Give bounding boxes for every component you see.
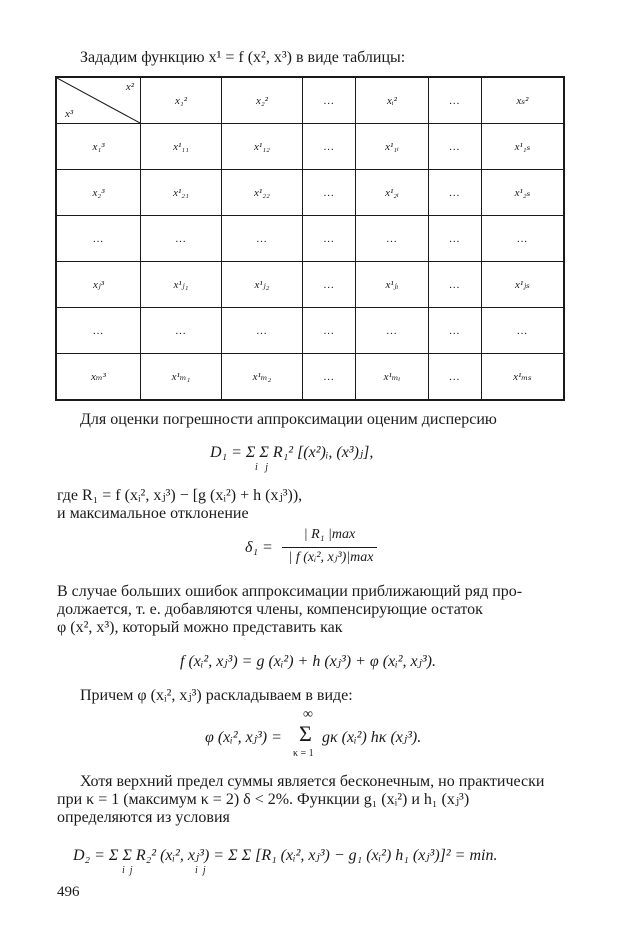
table-cell: … <box>302 124 355 170</box>
header-cell: … <box>302 77 355 124</box>
value-table <box>55 76 565 401</box>
table-cell: … <box>302 308 355 354</box>
table-cell: x₁³ <box>56 124 141 170</box>
table-cell: … <box>302 170 355 216</box>
table-cell: … <box>56 216 141 262</box>
paragraph-upper-limit-1: Хотя верхний предел суммы является бесконечным, но практически <box>80 773 545 790</box>
table-cell: x¹ⱼᵢ <box>356 262 428 308</box>
table-cell: x¹ⱼₛ <box>481 262 564 308</box>
intro-text: Зададим функцию x¹ = f (x², x³) в виде таблицы: <box>80 49 406 66</box>
equation-d1: D₁ = Σ Σ R₁² [(x²)ᵢ, (x³)ⱼ], <box>210 444 374 461</box>
table-row <box>56 262 564 308</box>
header-cell: x₂² <box>221 77 302 124</box>
table-cell: … <box>428 308 481 354</box>
fraction-bar <box>282 547 377 548</box>
table-cell: x¹₁₂ <box>221 124 302 170</box>
table-cell: x¹ₘ₂ <box>221 354 302 401</box>
equation-f-decomposition: f (xᵢ², xⱼ³) = g (xᵢ²) + h (xⱼ³) + φ (xᵢ², xⱼ³). <box>180 653 436 670</box>
equation-delta1-numerator: | R₁ |max <box>303 527 356 542</box>
table-row <box>56 216 564 262</box>
equation-phi-lhs: φ (xᵢ², xⱼ³) = <box>205 729 282 746</box>
equation-d2-indices: i j i j <box>122 865 206 876</box>
header-cell: xᵢ² <box>356 77 428 124</box>
table-cell: x¹ₘₛ <box>481 354 564 401</box>
table-cell: … <box>428 124 481 170</box>
equation-d2: D₂ = Σ Σ R₂² (xᵢ², xⱼ³) = Σ Σ [R₁ (xᵢ², xⱼ³) − g₁ (xᵢ²) h₁ (xⱼ³)]² = min. <box>73 847 498 864</box>
header-cell: xₛ² <box>481 77 564 124</box>
table-cell: x¹₁₁ <box>141 124 222 170</box>
table-row <box>56 170 564 216</box>
table-cell: x¹₁ₛ <box>481 124 564 170</box>
table-cell: x¹ₘ₁ <box>141 354 222 401</box>
paragraph-upper-limit-2: при κ = 1 (максимум κ = 2) δ < 2%. Функции g₁ (xᵢ²) и h₁ (xⱼ³) <box>57 791 470 808</box>
table-cell: … <box>302 216 355 262</box>
equation-d1-indices: i j <box>255 462 269 473</box>
paragraph-r1-definition: где R₁ = f (xᵢ², xⱼ³) − [g (xᵢ²) + h (xⱼ³)), <box>57 487 303 504</box>
equation-phi-rhs: gκ (xᵢ²) hκ (xⱼ³). <box>322 729 422 746</box>
table-cell: … <box>481 216 564 262</box>
paragraph-large-errors-2: должается, т. е. добавляются члены, компенсирующие остаток <box>57 601 483 618</box>
table-cell: … <box>56 308 141 354</box>
table-cell: … <box>302 354 355 401</box>
page-number: 496 <box>57 884 80 900</box>
sum-symbol: Σ <box>299 721 312 746</box>
table-cell: … <box>141 308 222 354</box>
corner-bottom-label: x³ <box>65 108 74 120</box>
paragraph-phi-expansion: Причем φ (xᵢ², xⱼ³) раскладываем в виде: <box>80 687 353 704</box>
table-corner-cell <box>56 77 141 124</box>
paragraph-max-deviation: и максимальное отклонение <box>57 505 249 522</box>
table-cell: x¹₂ₛ <box>481 170 564 216</box>
header-cell: … <box>428 77 481 124</box>
table-cell: x¹₂₂ <box>221 170 302 216</box>
sum-lower-limit: κ = 1 <box>293 748 314 759</box>
table-cell: xⱼ³ <box>56 262 141 308</box>
table-cell: x¹ₘᵢ <box>356 354 428 401</box>
table-cell: … <box>221 308 302 354</box>
table-cell: x₂³ <box>56 170 141 216</box>
table-cell: x¹₁ᵢ <box>356 124 428 170</box>
table-cell: xₘ³ <box>56 354 141 401</box>
table-cell: … <box>428 354 481 401</box>
equation-delta1-denominator: | f (xᵢ², xⱼ³)|max <box>288 550 374 565</box>
paragraph-upper-limit-3: определяются из условия <box>57 809 230 826</box>
header-cell: x₁² <box>141 77 222 124</box>
table-row <box>56 308 564 354</box>
table-row <box>56 354 564 401</box>
table-cell: x¹ⱼ₂ <box>221 262 302 308</box>
table-row <box>56 124 564 170</box>
paragraph-dispersion: Для оценки погрешности аппроксимации оценим дисперсию <box>80 411 497 428</box>
table-cell: … <box>481 308 564 354</box>
table-cell: … <box>428 262 481 308</box>
table-cell: x¹ⱼ₁ <box>141 262 222 308</box>
equation-delta1-lhs: δ₁ = <box>245 539 273 556</box>
sum-upper-limit: ∞ <box>303 707 313 722</box>
table-cell: … <box>356 308 428 354</box>
table-cell: … <box>356 216 428 262</box>
table-cell: … <box>141 216 222 262</box>
table-cell: … <box>302 262 355 308</box>
table-cell: x¹₂₁ <box>141 170 222 216</box>
table-cell: x¹₂ᵢ <box>356 170 428 216</box>
table-cell: … <box>428 216 481 262</box>
table-header-row <box>56 77 564 124</box>
table-cell: … <box>221 216 302 262</box>
corner-top-label: x² <box>125 81 134 93</box>
table-cell: … <box>428 170 481 216</box>
paragraph-large-errors-3: φ (x², x³), который можно представить как <box>57 619 343 636</box>
paragraph-large-errors-1: В случае больших ошибок аппроксимации приближающий ряд про- <box>57 583 523 600</box>
